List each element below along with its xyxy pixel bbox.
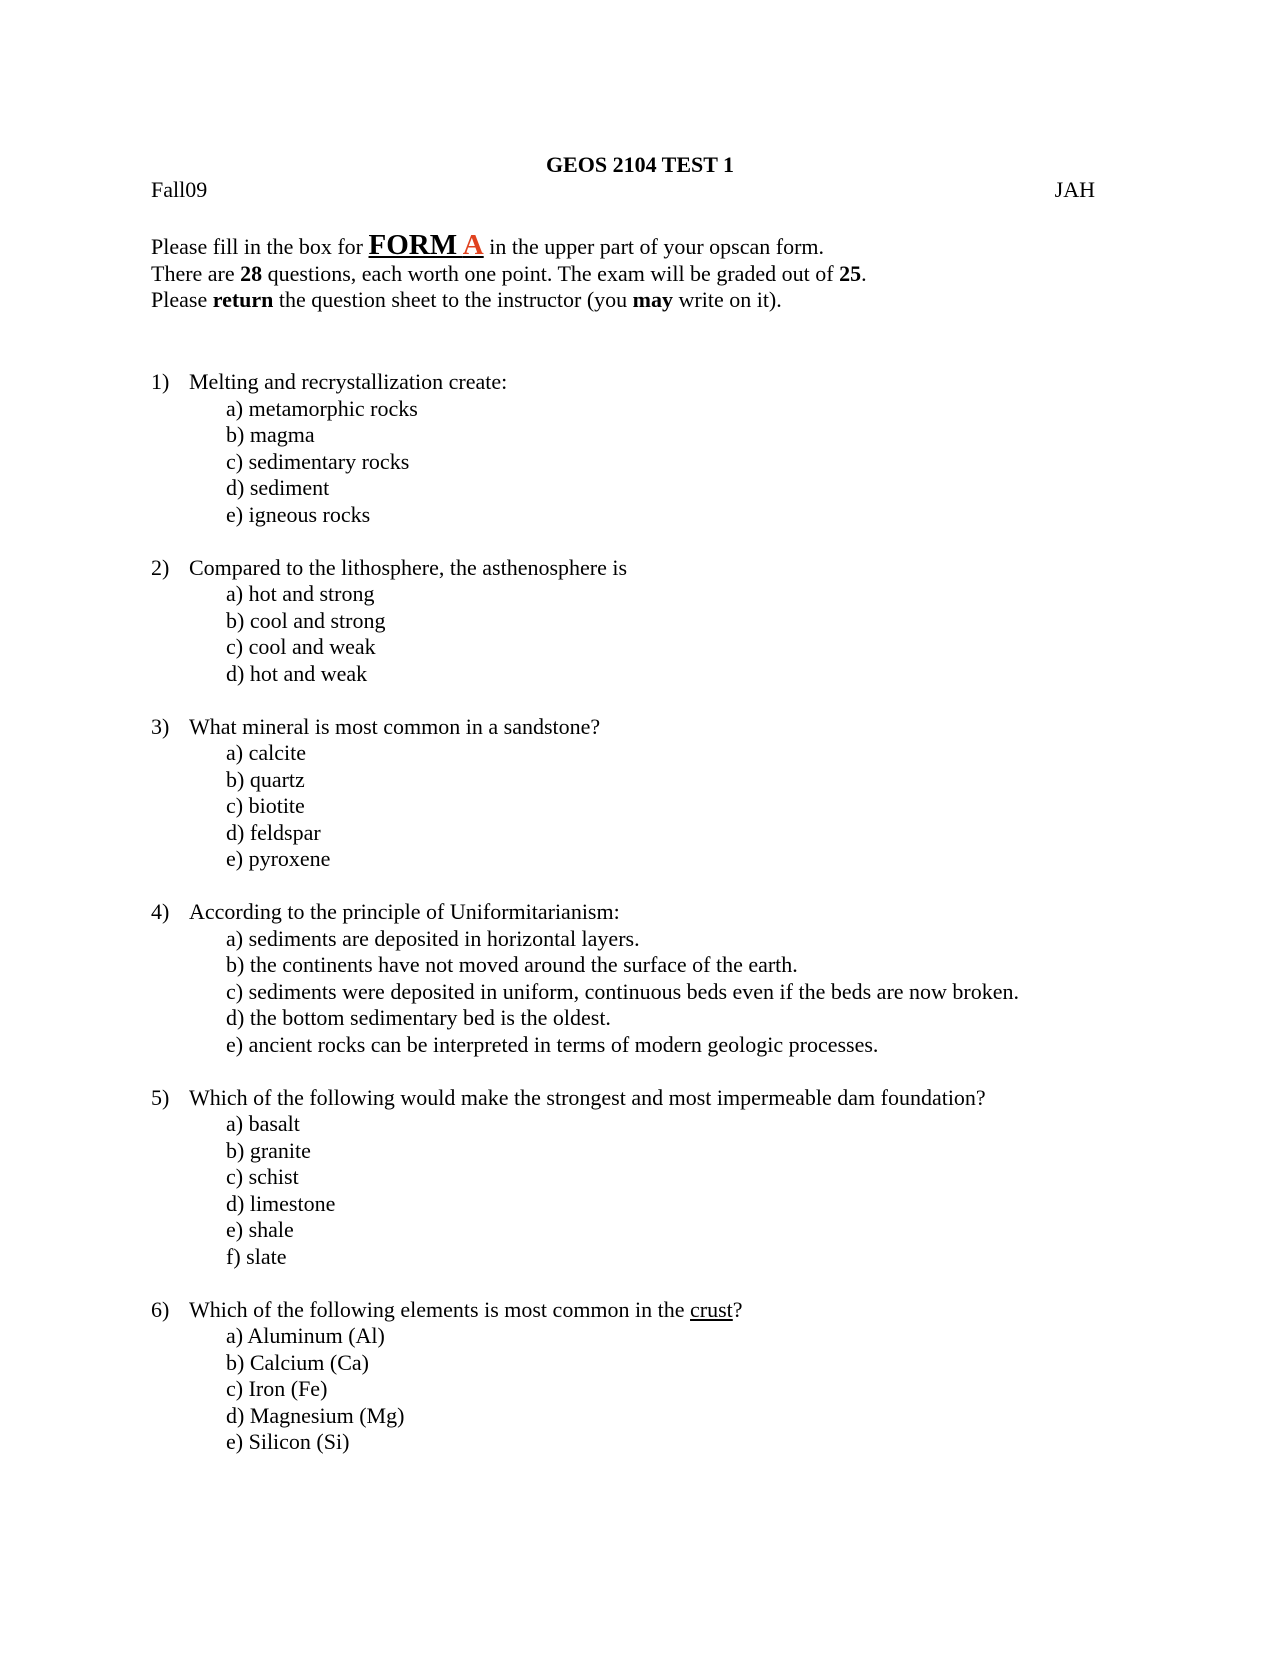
instruction-text: write on it).: [673, 287, 782, 312]
question-number: 4): [151, 899, 170, 924]
answer-option: a) basalt: [226, 1111, 300, 1136]
instruction-line-form: [151, 229, 867, 261]
answer-option: e) pyroxene: [226, 846, 331, 871]
instruction-line-points: [151, 261, 867, 288]
question-3: [151, 714, 1201, 873]
answer-option: c) biotite: [226, 793, 305, 818]
question-number: 5): [151, 1084, 170, 1110]
form-word: FORM: [368, 229, 463, 261]
answer-option: b) granite: [226, 1137, 311, 1163]
question-1: [151, 369, 1201, 528]
answer-option: e) ancient rocks can be interpreted in terms of modern geologic processes.: [226, 1031, 879, 1057]
instruction-text: Please: [151, 287, 213, 312]
instruction-text: in the upper part of your opscan form.: [483, 234, 825, 259]
answer-option: d) the bottom sedimentary bed is the oldest.: [226, 1005, 611, 1030]
question-stem: [151, 369, 1201, 396]
answer-option: d) feldspar: [226, 819, 321, 845]
answer-option: b) cool and strong: [226, 607, 386, 633]
emphasized-word: crust: [690, 1296, 733, 1322]
question-stem: [151, 1085, 1201, 1112]
question-number: 2): [151, 554, 170, 580]
graded-out-of: 25: [839, 260, 862, 286]
question-number: 1): [151, 369, 170, 394]
question-4: [151, 899, 1201, 1058]
may-word: may: [632, 287, 673, 312]
answer-option: d) limestone: [226, 1190, 336, 1216]
term-label: Fall09: [151, 177, 208, 202]
question-stem: [151, 899, 1201, 926]
answer-option: c) sedimentary rocks: [226, 448, 410, 474]
answer-option: a) sediments are deposited in horizontal layers.: [226, 925, 640, 951]
answer-option: c) sediments were deposited in uniform, continuous beds even if the beds are now broken.: [226, 978, 1020, 1004]
answer-option: b) quartz: [226, 766, 305, 792]
instructor-initials: JAH: [1054, 177, 1095, 202]
instruction-text: .: [861, 260, 867, 286]
answer-option: c) Iron (Fe): [226, 1376, 328, 1401]
instruction-line-return: [151, 287, 867, 314]
instruction-text: There are: [151, 260, 241, 286]
answer-option: e) Silicon (Si): [226, 1429, 350, 1454]
answer-option: b) magma: [226, 422, 315, 447]
answer-options: [151, 581, 1201, 687]
question-count: 28: [240, 260, 263, 286]
question-stem: [151, 1297, 1201, 1324]
return-word: return: [212, 287, 274, 312]
question-number: 6): [151, 1296, 170, 1322]
answer-option: e) shale: [226, 1217, 294, 1242]
question-number: 3): [151, 713, 170, 739]
answer-option: c) cool and weak: [226, 634, 376, 659]
answer-option: a) metamorphic rocks: [226, 395, 418, 421]
answer-option: c) schist: [226, 1164, 299, 1189]
answer-option: b) the continents have not moved around the surface of the earth.: [226, 952, 798, 977]
question-text: Which of the following would make the strongest and most impermeable dam foundation?: [189, 1084, 986, 1110]
question-6: [151, 1297, 1201, 1456]
form-letter: A: [462, 229, 484, 261]
instruction-text: the question sheet to the instructor (you: [273, 287, 633, 312]
question-text: According to the principle of Uniformitarianism:: [189, 899, 620, 924]
exam-title: GEOS 2104 TEST 1: [545, 152, 735, 177]
question-text-part: Which of the following elements is most common in the: [189, 1296, 691, 1322]
answer-option: d) Magnesium (Mg): [226, 1402, 405, 1428]
answer-options: [151, 740, 1201, 873]
instruction-text: Please fill in the box for: [151, 234, 369, 259]
instruction-text: questions, each worth one point. The exam will be graded out of: [262, 260, 840, 286]
answer-option: a) calcite: [226, 740, 306, 765]
form-label: [369, 229, 484, 261]
answer-option: e) igneous rocks: [226, 501, 371, 527]
question-stem: [151, 714, 1201, 741]
question-text-part: ?: [732, 1296, 743, 1322]
question-stem: [151, 555, 1201, 582]
exam-instructions: [151, 229, 867, 314]
question-text: Compared to the lithosphere, the asthenosphere is: [189, 554, 628, 580]
answer-options: [151, 1111, 1201, 1270]
question-2: [151, 555, 1201, 688]
answer-option: a) hot and strong: [226, 581, 375, 606]
question-text: What mineral is most common in a sandstone?: [189, 713, 601, 739]
question-text: [189, 1297, 743, 1324]
answer-option: f) slate: [226, 1243, 287, 1269]
answer-options: [151, 926, 1201, 1059]
answer-option: d) hot and weak: [226, 660, 368, 686]
answer-option: d) sediment: [226, 475, 330, 500]
answer-option: a) Aluminum (Al): [226, 1323, 385, 1348]
question-list: [151, 369, 1201, 1482]
answer-option: b) Calcium (Ca): [226, 1349, 369, 1375]
answer-options: [151, 1323, 1201, 1456]
question-text: Melting and recrystallization create:: [189, 369, 508, 394]
answer-options: [151, 396, 1201, 529]
question-5: [151, 1085, 1201, 1271]
